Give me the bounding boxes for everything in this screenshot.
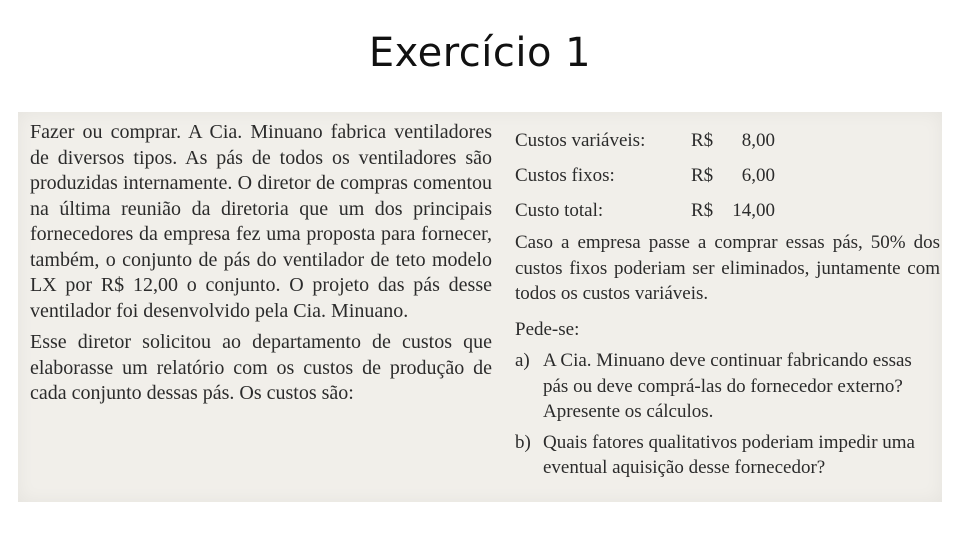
pede-se-label: Pede-se: (515, 318, 580, 340)
cost-row-total (515, 193, 940, 228)
cost-table (515, 123, 940, 228)
question-label: b) (515, 431, 531, 453)
cost-value: 8,00 (741, 129, 775, 151)
case-paragraph: Caso a empresa passe a comprar essas pás, 50% dos custos fixos poderiam ser eliminados, juntamente com todos os custos variáveis. (515, 232, 940, 304)
left-column (30, 112, 492, 407)
cost-value: 14,00 (732, 199, 775, 221)
cost-currency: R$ (691, 199, 714, 221)
cost-row-fixed (515, 158, 940, 193)
cost-label: Custos fixos: (515, 164, 615, 186)
cost-label: Custos variáveis: (515, 129, 646, 151)
slide-title: Exercício 1 (368, 30, 592, 76)
question-b (515, 430, 940, 481)
problem-paragraph-2: Esse diretor solicitou ao departamento de custos que elaborasse um relatório com os custos de produção de cada conjunto dessas pás. Os custos são: (30, 331, 492, 404)
cost-label: Custo total: (515, 199, 604, 221)
cost-currency: R$ (691, 164, 714, 186)
problem-paragraph-1: Fazer ou comprar. A Cia. Minuano fabrica ventiladores de diversos tipos. As pás de todos os ventiladores são produzidas internamente. O diretor de compras comentou na última reunião da diretoria que um dos principais fornecedores da empresa fez uma proposta para fornecer, também, o conjunto de pás do ventilador de teto modelo LX por R$ 12,00 o conjunto. O projeto das pás desse ventilador foi desenvolvido pela Cia. Minuano. (30, 121, 492, 322)
question-text: Quais fatores qualitativos poderiam impedir uma eventual aquisição desse fornecedor? (543, 431, 915, 478)
scanned-exercise-image (18, 112, 942, 502)
question-text: A Cia. Minuano deve continuar fabricando essas pás ou deve comprá-las do fornecedor externo? Apresente os cálculos. (543, 350, 912, 422)
question-a (515, 348, 940, 425)
right-column (515, 112, 940, 481)
cost-currency: R$ (691, 129, 714, 151)
cost-value: 6,00 (741, 164, 775, 186)
question-label: a) (515, 350, 530, 371)
cost-row-variable (515, 123, 940, 158)
